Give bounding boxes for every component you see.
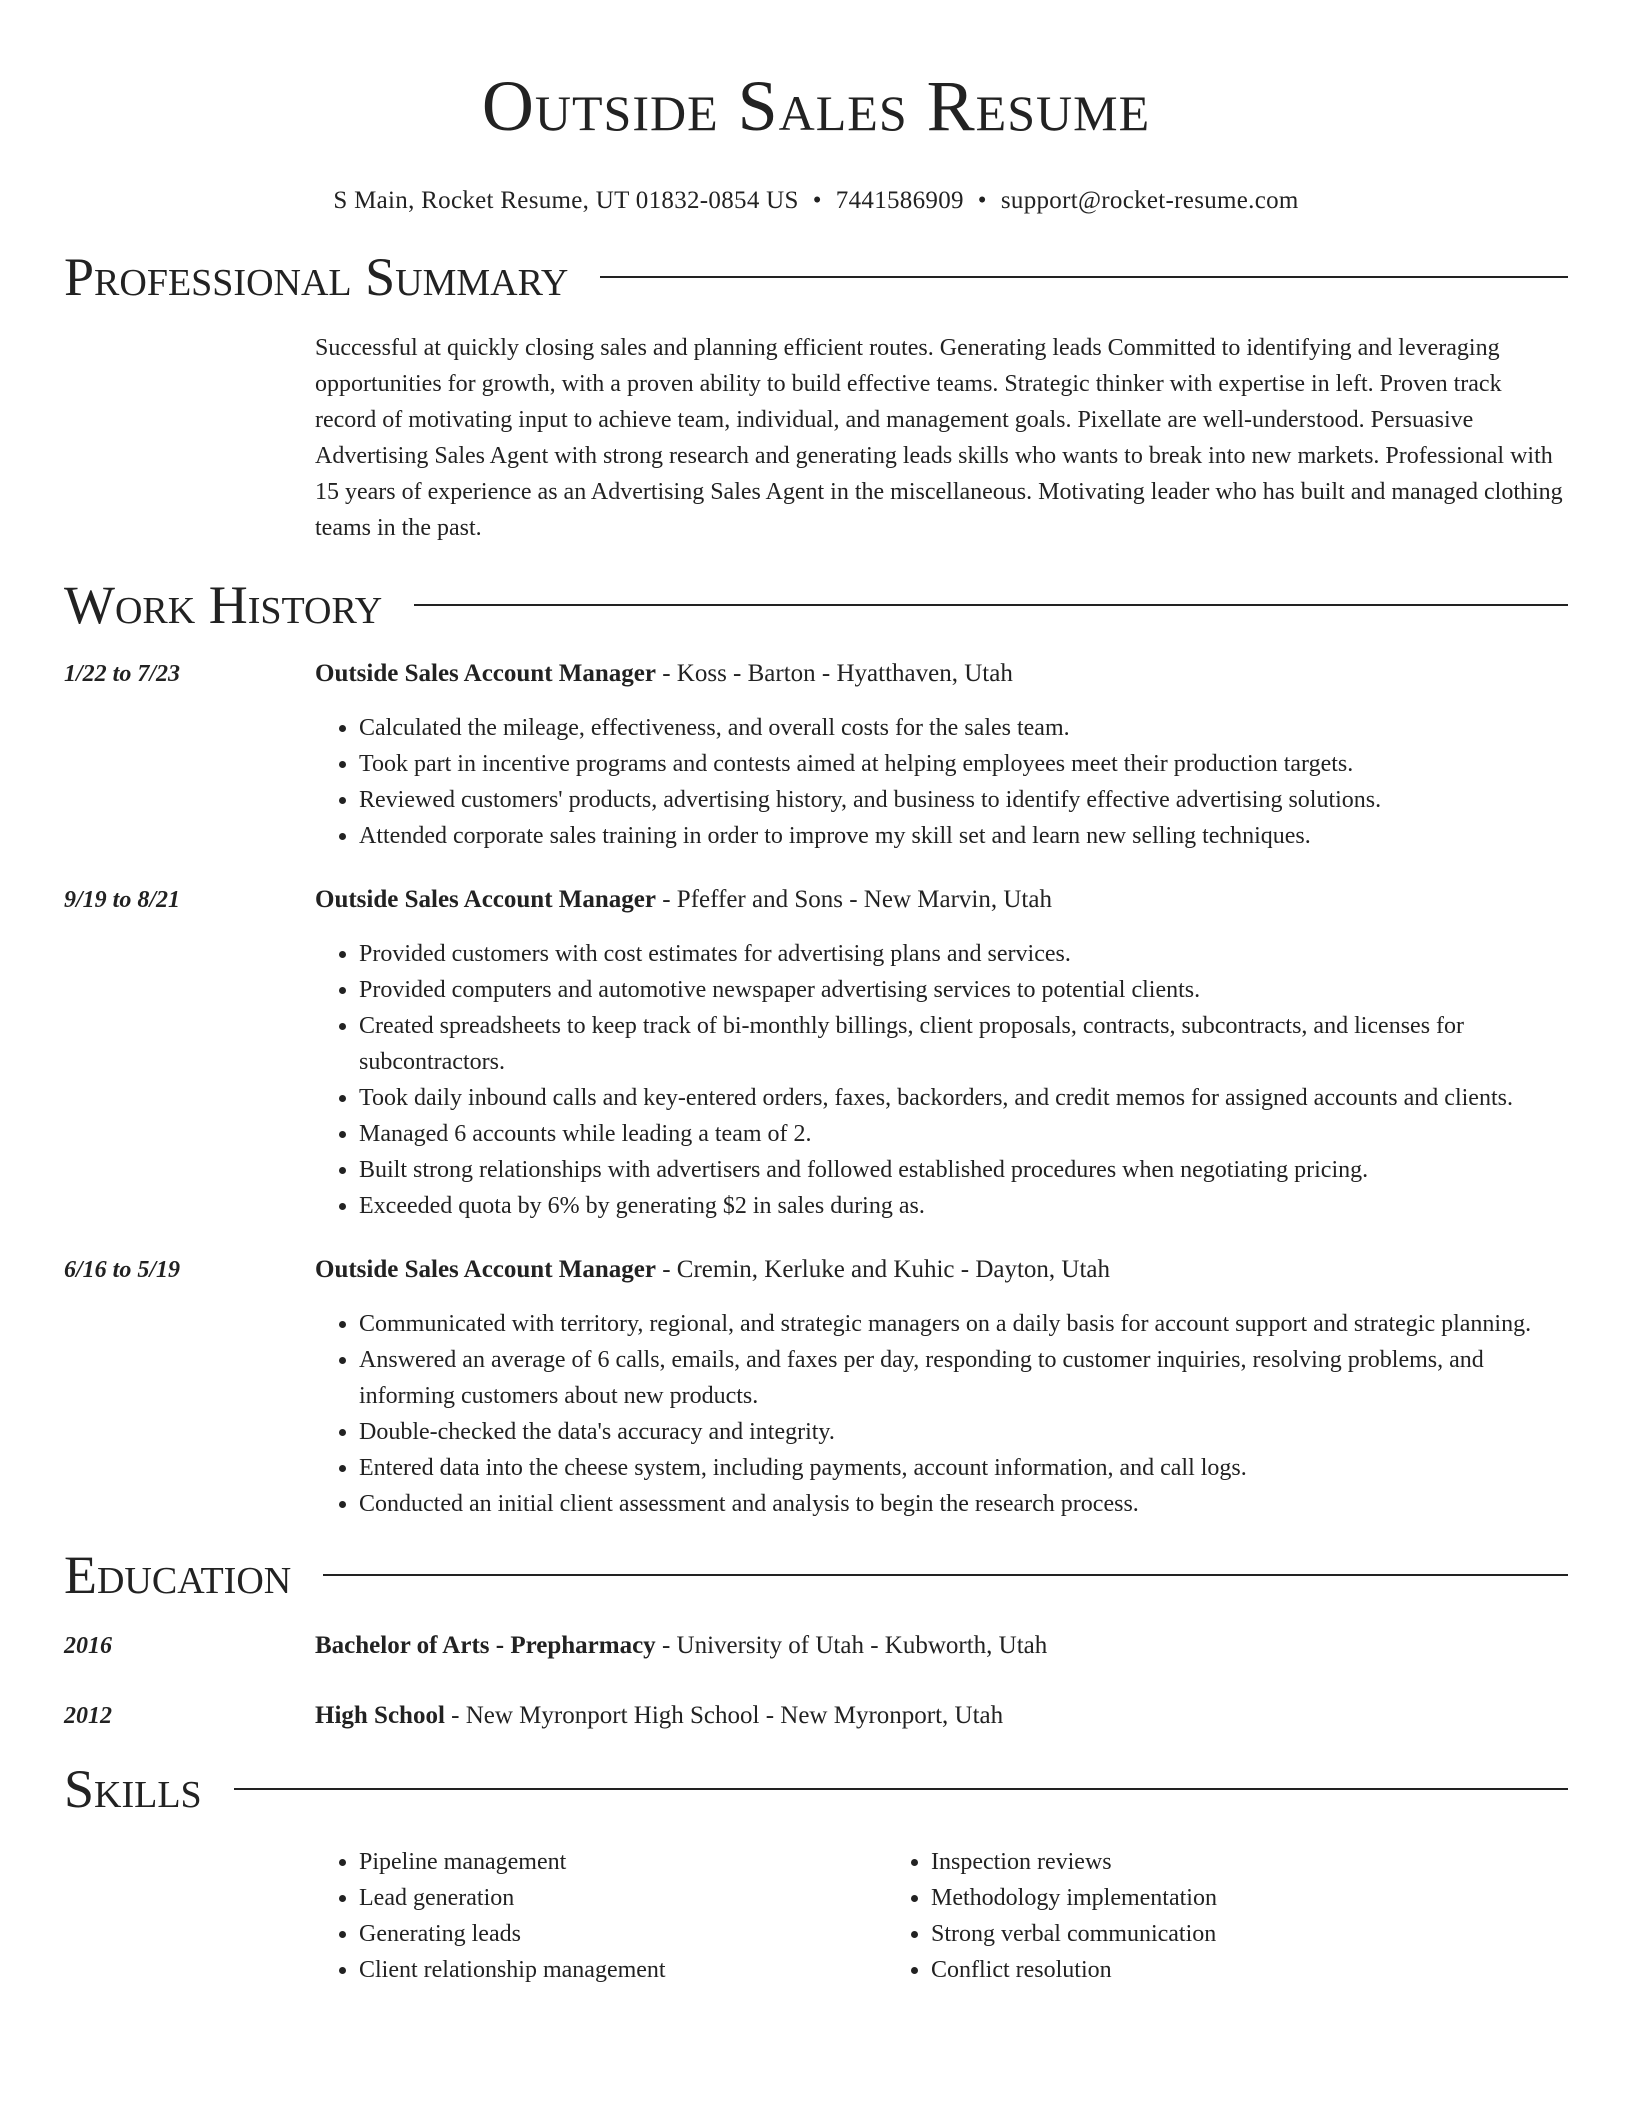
summary-body — [315, 330, 1568, 546]
skills-row — [64, 1822, 1568, 1988]
job-bullet: • Managed 6 accounts while leading a team of 2. — [359, 1116, 1568, 1152]
job-dates: 1/22 to 7/23 — [64, 661, 181, 687]
job-employer-location: - Cremin, Kerluke and Kuhic - Dayton, Utah — [655, 1256, 1111, 1283]
job-employer-location: - Koss - Barton - Hyatthaven, Utah — [655, 660, 1013, 687]
job-title-line — [315, 656, 1568, 692]
section-divider — [600, 276, 1568, 278]
contact-email: support@rocket-resume.com — [1000, 187, 1299, 214]
job-entry — [64, 1252, 1568, 1522]
summary-section-title: Professional Summary — [64, 247, 569, 307]
job-entry — [64, 656, 1568, 854]
job-body — [315, 1252, 1568, 1522]
job-bullet: • Provided customers with cost estimates for advertising plans and services. — [359, 936, 1568, 972]
skill-item: • Pipeline management — [359, 1844, 887, 1880]
education-year: 2016 — [64, 1633, 112, 1659]
education-section-header — [64, 1542, 1568, 1608]
job-body — [315, 882, 1568, 1224]
skills-section-title: Skills — [64, 1759, 202, 1819]
job-bullet: • Exceeded quota by 6% by generating $2 in sales during as. — [359, 1188, 1568, 1224]
section-divider — [414, 604, 1568, 606]
work-section-header — [64, 572, 1568, 638]
education-section-title: Education — [64, 1545, 292, 1605]
education-detail — [315, 1628, 1568, 1664]
job-bullet-list — [315, 936, 1568, 1224]
education-dash: - — [489, 1632, 511, 1659]
skill-item: • Generating leads — [359, 1916, 887, 1952]
skills-left-spacer — [64, 1822, 315, 1988]
section-divider — [234, 1788, 1568, 1790]
contact-phone: 7441586909 — [835, 187, 964, 214]
work-section-title: Work History — [64, 575, 383, 635]
job-dates: 6/16 to 5/19 — [64, 1257, 181, 1283]
job-heading-row — [64, 882, 1568, 1224]
skill-item: • Lead generation — [359, 1880, 887, 1916]
job-body — [315, 656, 1568, 854]
job-bullet: • Double-checked the data's accuracy and integrity. — [359, 1414, 1568, 1450]
job-heading-row — [64, 1252, 1568, 1522]
job-bullet: • Attended corporate sales training in order to improve my skill set and learn new selling techniques. — [359, 818, 1568, 854]
resume-header — [64, 0, 1568, 218]
summary-section-header — [64, 244, 1568, 310]
job-bullet: • Created spreadsheets to keep track of bi-monthly billings, client proposals, contracts, subcontracts, and licenses for subcontractors. — [359, 1008, 1568, 1080]
job-role: Outside Sales Account Manager — [315, 660, 656, 687]
job-title-line — [315, 882, 1568, 918]
job-dates: 9/19 to 8/21 — [64, 887, 181, 913]
job-entry — [64, 882, 1568, 1224]
education-institution: - University of Utah - Kubworth, Utah — [655, 1632, 1048, 1659]
contact-line — [64, 184, 1568, 218]
job-employer-location: - Pfeffer and Sons - New Marvin, Utah — [655, 886, 1052, 913]
work-history-list — [64, 656, 1568, 1522]
job-heading-row — [64, 656, 1568, 854]
skills-list-left — [315, 1844, 887, 1988]
job-bullet: • Communicated with territory, regional, and strategic managers on a daily basis for account support and strategic planning. — [359, 1306, 1568, 1342]
skills-section-header — [64, 1756, 1568, 1822]
section-divider — [323, 1574, 1568, 1576]
education-entry — [64, 1628, 1568, 1664]
education-entry — [64, 1698, 1568, 1734]
job-bullet: • Conducted an initial client assessment and analysis to begin the research process. — [359, 1486, 1568, 1522]
education-detail — [315, 1698, 1568, 1734]
job-role: Outside Sales Account Manager — [315, 1256, 656, 1283]
job-bullet: • Took part in incentive programs and contests aimed at helping employees meet their production targets. — [359, 746, 1568, 782]
job-bullet: • Entered data into the cheese system, including payments, account information, and call logs. — [359, 1450, 1568, 1486]
education-degree: High School — [315, 1702, 445, 1729]
skill-item: • Conflict resolution — [931, 1952, 1459, 1988]
contact-address: S Main, Rocket Resume, UT 01832-0854 US — [333, 187, 799, 214]
skills-grid — [315, 1844, 1459, 1988]
job-bullet: • Calculated the mileage, effectiveness, and overall costs for the sales team. — [359, 710, 1568, 746]
contact-separator: • — [977, 187, 987, 214]
job-bullet-list — [315, 1306, 1568, 1522]
job-bullet: • Reviewed customers' products, advertising history, and business to identify effective advertising solutions. — [359, 782, 1568, 818]
summary-text: Successful at quickly closing sales and planning efficient routes. Generating leads Committed to identifying and leveraging opportunities for growth, with a proven ability to build effective teams. Strategic thinker with expertise in left. Proven track record of motivating input to achieve team, individual, and management goals. Pixellate are well-understood. Persuasive Advertising Sales Agent with strong research and generating leads skills who wants to break into new markets. Professional with 15 years of experience as an Advertising Sales Agent in the miscellaneous. Motivating leader who has built and managed clothing teams in the past. — [315, 335, 1563, 541]
skill-item: • Methodology implementation — [931, 1880, 1459, 1916]
job-role: Outside Sales Account Manager — [315, 886, 656, 913]
contact-separator: • — [812, 187, 822, 214]
job-bullet: • Built strong relationships with advertisers and followed established procedures when negotiating pricing. — [359, 1152, 1568, 1188]
job-title-line — [315, 1252, 1568, 1288]
job-bullet: • Provided computers and automotive newspaper advertising services to potential clients. — [359, 972, 1568, 1008]
job-bullet: • Answered an average of 6 calls, emails, and faxes per day, responding to customer inquiries, resolving problems, and informing customers about new products. — [359, 1342, 1568, 1414]
skill-item: • Client relationship management — [359, 1952, 887, 1988]
job-bullet-list — [315, 710, 1568, 854]
summary-row — [64, 330, 1568, 546]
job-bullet: • Took daily inbound calls and key-entered orders, faxes, backorders, and credit memos for assigned accounts and clients. — [359, 1080, 1568, 1116]
education-field: Prepharmacy — [510, 1632, 656, 1659]
skill-item: • Strong verbal communication — [931, 1916, 1459, 1952]
education-year: 2012 — [64, 1703, 112, 1729]
resume-name: Outside Sales Resume — [481, 66, 1151, 146]
education-degree: Bachelor of Arts — [315, 1632, 490, 1659]
summary-left-spacer — [64, 330, 315, 546]
education-institution: - New Myronport High School - New Myronport, Utah — [444, 1702, 1004, 1729]
skill-item: • Inspection reviews — [931, 1844, 1459, 1880]
skills-list-right — [887, 1844, 1459, 1988]
